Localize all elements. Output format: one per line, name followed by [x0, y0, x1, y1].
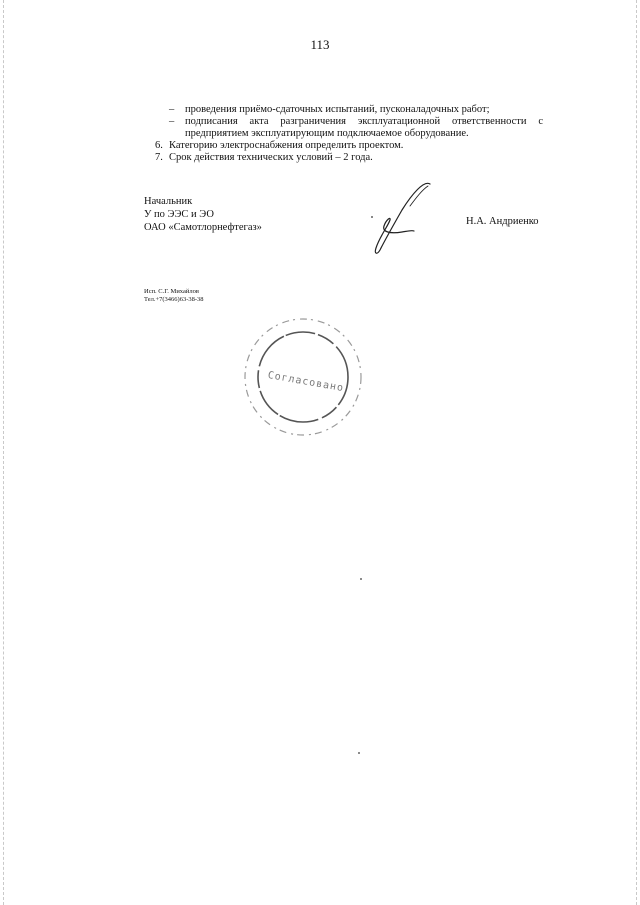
executor-name: Исп. С.Г. Михайлов: [144, 288, 199, 295]
stamp: [238, 312, 368, 442]
stamp-text: Согласовано: [266, 369, 345, 395]
list-marker: –: [169, 116, 175, 127]
signer-title: Начальник: [144, 196, 193, 207]
list-item: [155, 116, 543, 128]
handwritten-signature: [350, 176, 440, 256]
executor-phone: Тел.+7(3466)63-38-38: [144, 296, 204, 303]
left-scan-edge: [3, 0, 5, 905]
signer-name: Н.А. Андриенко: [466, 216, 539, 227]
list-item: [155, 152, 543, 164]
signer-department: У по ЭЭС и ЭО: [144, 209, 214, 220]
scan-speck: [360, 578, 362, 580]
signer-block: [144, 195, 262, 234]
conditions-list: [155, 104, 543, 164]
page-number: 113: [310, 37, 330, 52]
list-item-continuation: предприятием эксплуатирующим подключаемое оборудование.: [185, 128, 469, 139]
list-item-text: Категорию электроснабжения определить проектом.: [169, 140, 404, 151]
signer-company: ОАО «Самотлорнефтегаз»: [144, 222, 262, 233]
list-marker: 7.: [155, 152, 163, 163]
list-item: [155, 140, 543, 152]
list-item-text: проведения приёмо-сдаточных испытаний, пусконаладочных работ;: [185, 104, 490, 115]
list-item: [155, 104, 543, 116]
scan-speck: [358, 752, 360, 754]
executor-block: [144, 288, 204, 304]
list-marker: 6.: [155, 140, 163, 151]
list-marker: –: [169, 104, 175, 115]
list-item-text: подписания акта разграничения эксплуатационной ответственности с: [185, 116, 543, 127]
list-item-text: Срок действия технических условий – 2 года.: [169, 152, 373, 163]
right-scan-edge: [636, 0, 638, 905]
